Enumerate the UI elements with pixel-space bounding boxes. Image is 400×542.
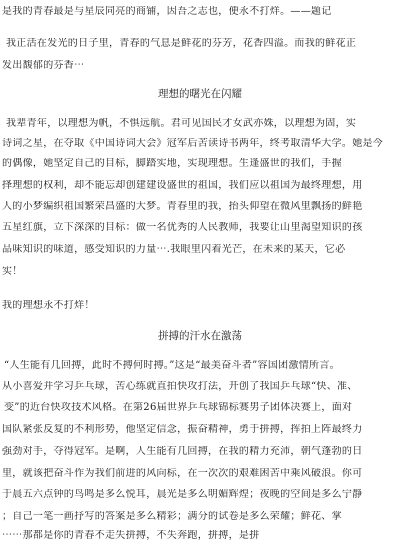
paragraph-line: 诗词之星，在夺取《中国诗词大会》冠军后苦读诗书两年，终考取清华大学。她是今 (2, 138, 384, 149)
section-heading: 理想的曙光在闪耀 (158, 88, 242, 100)
intro-line: 我正活在发光的日子里，青春的气息是鲜花的芬芳，花香四溢。而我的鲜花正 (6, 38, 357, 49)
paragraph-line: 变”的近台快攻技术风格。在第26届世界乒乓球锦标赛男子团体决赛上，面对 (4, 402, 353, 413)
paragraph-line: 择理想的权利，却不能忘却创建建设盛世的祖国，我们应以祖国为最终理想，用 (2, 180, 363, 191)
paragraph-line: 我辈青年，以理想为帆，不惧远航。君可见国民才女武亦姝，以理想为固，实 (6, 118, 357, 129)
paragraph-line: 人的小梦编织祖国繁荣昌盛的大梦。青春里的我，抬头仰望在微风里飘扬的鲜艳 (2, 201, 363, 212)
paragraph-line: 我的理想永不打烊！ (2, 300, 95, 311)
paragraph-line: 于晨五六点钟的鸟鸣是多么悦耳，晨光是多么明媚辉煌；夜晚的空间是多么宁静 (2, 489, 363, 500)
paragraph-line: 国队紧张反复的不利形势，他坚定信念，振奋精神，勇于拼搏，挥拍上阵最终力 (2, 424, 363, 435)
paragraph-line: 五星红旗，立下深深的目标：做一名优秀的人民教师，我要让山里渴望知识的孩 (2, 222, 363, 233)
paragraph-line: 品味知识的味道，感受知识的力量⋯.我眼里闪着光芒，在未来的某天，它必 (2, 244, 346, 255)
paragraph-line: “人生能有几回搏，此时不搏何时搏。”这是“最美奋斗者”容国团激情所言。 (4, 360, 340, 371)
paragraph-line: 实！ (2, 266, 23, 277)
paragraph-line: ⋯⋯那都是你的青春不走失拼搏，不失奔跑，拼搏，是拼 (2, 530, 260, 541)
paragraph-line: ；自己一笔一画抒写的答案是多么精彩；满分的试卷是多么荣耀；鲜花、掌 (2, 511, 342, 522)
paragraph-line: 强劲对手，夺得冠军。是啊，人生能有几回搏，在我的精力充沛，朝气蓬勃的日 (2, 446, 363, 457)
paragraph-line: 从小喜爱并学习乒乓球，苦心练就直拍快攻打法，开创了我国乒乓球“快、准、 (2, 381, 358, 392)
paragraph-line: 的偶像，她坚定自己的目标，脚踏实地，实现理想。生逢盛世的我们，手握 (2, 158, 342, 169)
paragraph-line: 里，就该把奋斗作为我们前进的风向标，在一次次的艰难困苦中乘风破浪。你可 (2, 468, 363, 479)
intro-line: 是我的青春最是与星辰同亮的商铺，因吾之志也，便永不打烊。——题记 (2, 6, 332, 17)
intro-line: 发出馥郁的芬香⋯ (2, 60, 85, 71)
section-heading: 拼搏的汗水在激荡 (158, 330, 242, 342)
